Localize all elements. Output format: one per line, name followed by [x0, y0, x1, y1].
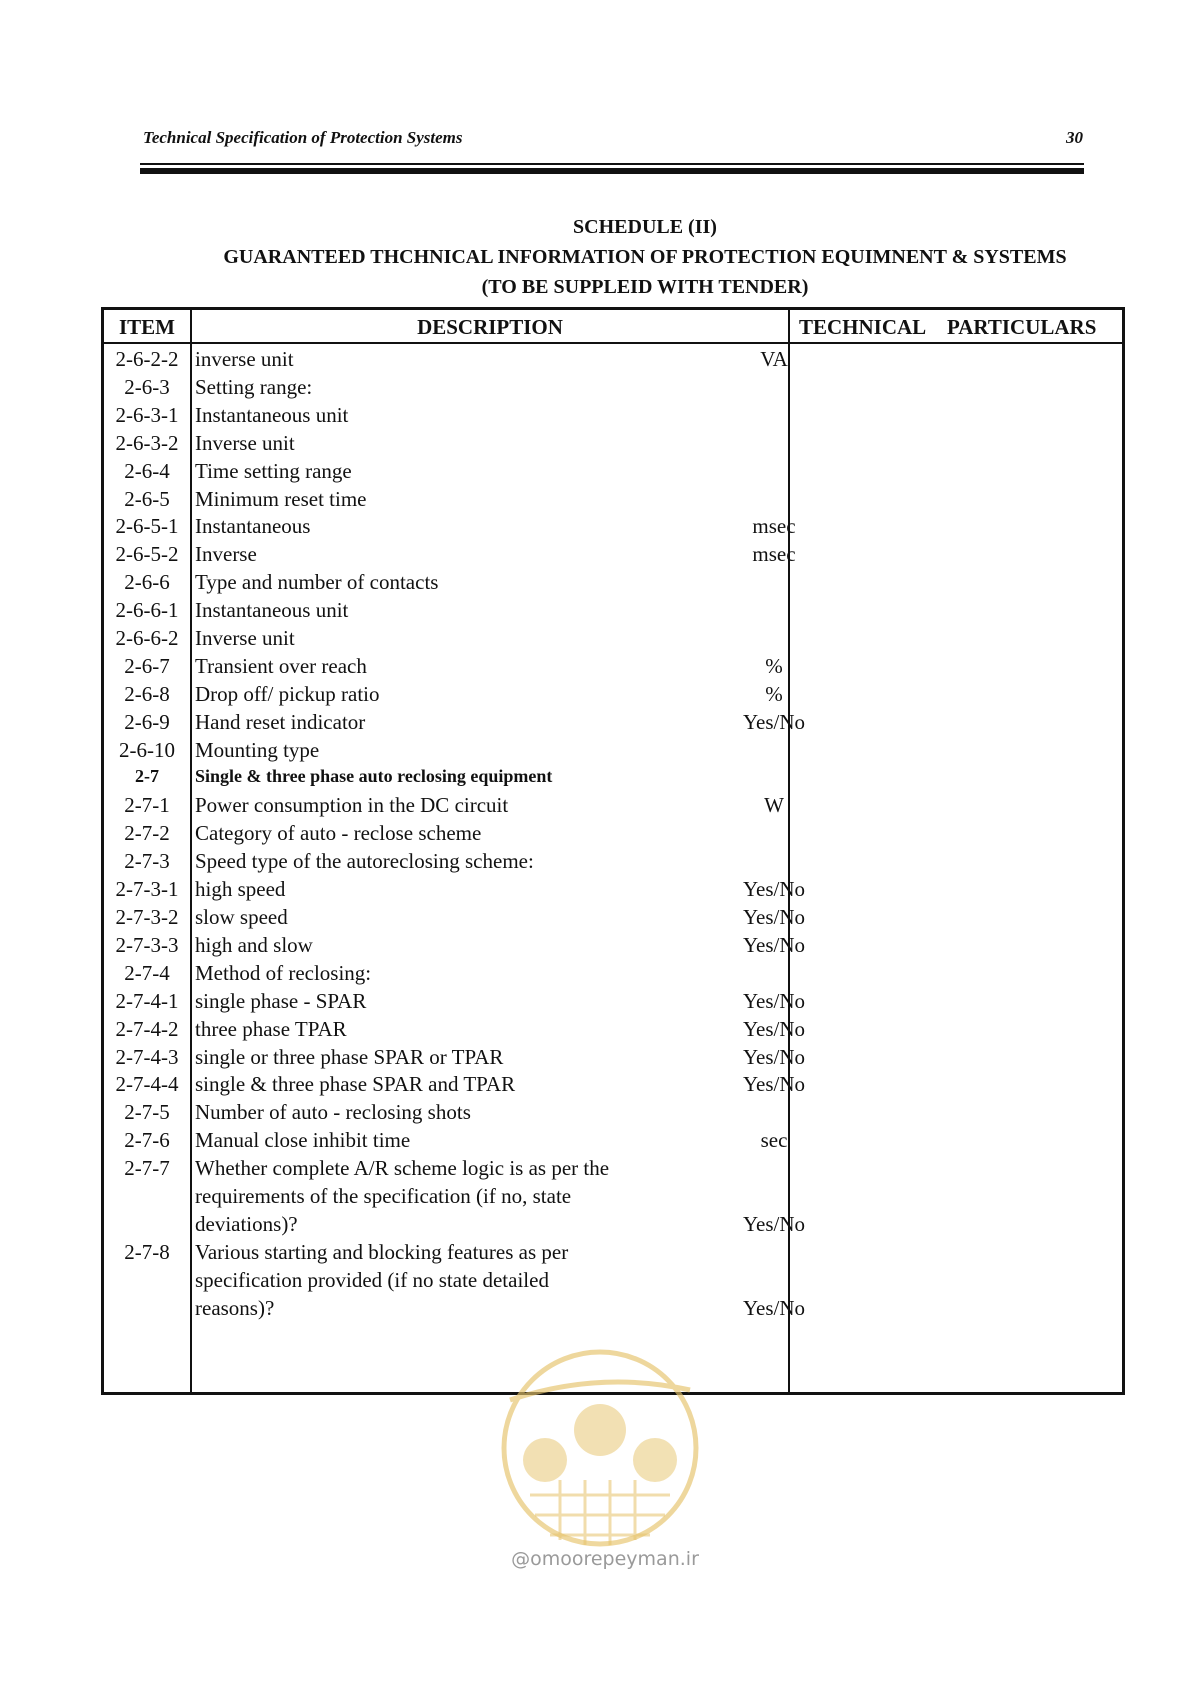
row-description: Drop off/ pickup ratio [195, 681, 380, 706]
row-unit: Yes/No [742, 1072, 806, 1097]
table-row [104, 431, 1122, 461]
row-description: slow speed [195, 905, 288, 929]
row-item-number: 2-7-3-2 [115, 905, 179, 929]
row-description: single or three phase SPAR or TPAR [195, 1044, 504, 1069]
table-row [104, 1212, 1122, 1242]
column-header-particulars: PARTICULARS [947, 315, 1097, 339]
table-row [104, 542, 1122, 572]
row-unit: Yes/No [742, 1295, 806, 1320]
table-row [104, 933, 1122, 963]
table-row [104, 1017, 1122, 1047]
table-row [104, 1268, 1122, 1298]
table-row [104, 989, 1122, 1019]
row-item-number: 2-7-4 [124, 960, 170, 985]
row-description: single phase - SPAR [195, 988, 367, 1013]
row-item-number: 2-7-3-1 [115, 877, 179, 902]
watermark-logo [490, 1330, 710, 1560]
row-description: Mounting type [195, 737, 320, 762]
row-description: reasons)? [195, 1295, 275, 1320]
row-description: Instantaneous [195, 514, 311, 539]
row-item-number: 2-7-2 [124, 821, 170, 846]
row-description: three phase TPAR [195, 1016, 347, 1041]
row-unit: VA [760, 347, 788, 371]
row-item-number: 2-7-3 [124, 849, 170, 874]
row-description: Manual close inhibit time [195, 1128, 411, 1153]
row-description: high and slow [195, 932, 313, 957]
row-description: Type and number of contacts [195, 570, 439, 595]
row-item-number: 2-7-6 [124, 1128, 170, 1153]
table-row [104, 961, 1122, 991]
page-number: 30 [1066, 128, 1083, 147]
row-description: Inverse unit [195, 430, 295, 455]
column-header-technical: TECHNICAL [799, 315, 927, 339]
watermark-url: @omoorepeyman.ir [511, 1548, 699, 1570]
table-row [104, 821, 1122, 851]
table-row [104, 710, 1122, 740]
row-unit: Yes/No [742, 1044, 806, 1069]
row-unit: Yes/No [742, 1016, 806, 1041]
row-description: Setting range: [195, 374, 313, 399]
row-unit: % [765, 681, 783, 706]
column-header-description: DESCRIPTION [417, 315, 563, 339]
table-row [104, 375, 1122, 405]
row-description: Minimum reset time [195, 486, 367, 511]
specification-table [101, 307, 1125, 1395]
row-item-number: 2-6-9 [124, 709, 170, 734]
row-description: Instantaneous unit [195, 598, 349, 623]
table-row [104, 766, 1122, 796]
column-header-item: ITEM [118, 315, 175, 339]
table-row [104, 905, 1122, 935]
table-row [104, 793, 1122, 823]
table-row [104, 682, 1122, 712]
table-row [104, 1296, 1122, 1326]
row-item-number: 2-7-1 [124, 793, 170, 818]
row-description: Single & three phase auto reclosing equipment [195, 765, 553, 786]
row-description: Whether complete A/R scheme logic is as per the [195, 1156, 610, 1181]
row-item-number: 2-7-4-4 [115, 1072, 179, 1097]
table-row [104, 877, 1122, 907]
table-row [104, 1072, 1122, 1102]
row-description: Method of reclosing: [195, 960, 372, 985]
schedule-subtitle: GUARANTEED THCHNICAL INFORMATION OF PROTECTION EQUIMNENT & SYSTEMS [223, 246, 1067, 268]
table-row [104, 570, 1122, 600]
row-description: Number of auto - reclosing shots [195, 1100, 471, 1125]
row-description: Inverse unit [195, 626, 295, 650]
schedule-heading: SCHEDULE (II) [573, 216, 717, 238]
row-description: Power consumption in the DC circuit [195, 793, 509, 818]
row-item-number: 2-6-10 [119, 737, 175, 762]
row-description: Various starting and blocking features as per [195, 1239, 569, 1264]
row-unit: msec [752, 542, 796, 567]
row-description: specification provided (if no state detailed [195, 1267, 549, 1292]
row-item-number: 2-6-3 [124, 374, 170, 399]
table-row [104, 1156, 1122, 1186]
table-row [104, 347, 1122, 377]
row-item-number: 2-6-3-1 [115, 402, 179, 427]
table-row [104, 403, 1122, 433]
row-description: Speed type of the autoreclosing scheme: [195, 849, 534, 874]
row-description: Instantaneous unit [195, 402, 349, 427]
row-item-number: 2-6-5-1 [115, 514, 179, 539]
table-row [104, 849, 1122, 879]
row-item-number: 2-7-3-3 [115, 932, 179, 957]
row-unit: Yes/No [742, 905, 806, 929]
row-description: Transient over reach [195, 653, 367, 678]
row-description: deviations)? [195, 1211, 298, 1236]
row-description: inverse unit [195, 347, 294, 371]
table-row [104, 1045, 1122, 1075]
row-item-number: 2-7-8 [124, 1239, 170, 1264]
row-item-number: 2-7-7 [124, 1156, 170, 1181]
document-title: Technical Specification of Protection Systems [143, 128, 463, 147]
row-item-number: 2-6-3-2 [115, 430, 179, 455]
row-item-number: 2-6-5 [124, 486, 170, 511]
row-item-number: 2-6-6-2 [115, 626, 179, 650]
row-item-number: 2-7-4-2 [115, 1016, 179, 1041]
table-row [104, 1184, 1122, 1214]
table-row [104, 459, 1122, 489]
table-row [104, 1100, 1122, 1130]
table-row [104, 487, 1122, 517]
table-row [104, 1128, 1122, 1158]
row-item-number: 2-6-7 [124, 653, 170, 678]
row-item-number: 2-7-5 [124, 1100, 170, 1125]
row-unit: Yes/No [742, 709, 806, 734]
row-item-number: 2-6-5-2 [115, 542, 179, 567]
row-description: Inverse [195, 542, 257, 567]
header-rule-thick [140, 168, 1084, 174]
row-item-number: 2-7-4-3 [115, 1044, 179, 1069]
row-item-number: 2-7 [135, 765, 159, 786]
schedule-note: (TO BE SUPPLEID WITH TENDER) [481, 276, 809, 298]
row-unit: msec [752, 514, 796, 539]
row-item-number: 2-6-6 [124, 570, 170, 595]
row-item-number: 2-6-6-1 [115, 598, 179, 623]
header-rule-thin [140, 163, 1084, 165]
table-row [104, 626, 1122, 656]
header-row-divider [104, 342, 1122, 344]
row-item-number: 2-6-2-2 [115, 347, 179, 371]
row-item-number: 2-7-4-1 [115, 988, 179, 1013]
row-unit: Yes/No [742, 1211, 806, 1236]
table-row [104, 1240, 1122, 1270]
row-description: high speed [195, 877, 286, 902]
row-unit: Yes/No [742, 932, 806, 957]
row-description: Time setting range [195, 458, 352, 483]
row-item-number: 2-6-4 [124, 458, 170, 483]
table-row [104, 738, 1122, 768]
row-unit: sec [760, 1128, 788, 1153]
row-description: requirements of the specification (if no, state [195, 1184, 572, 1208]
table-row [104, 654, 1122, 684]
row-description: Hand reset indicator [195, 709, 366, 734]
row-unit: W [764, 793, 784, 818]
row-unit: Yes/No [742, 877, 806, 902]
row-unit: % [765, 653, 783, 678]
row-item-number: 2-6-8 [124, 681, 170, 706]
table-row [104, 514, 1122, 544]
row-description: single & three phase SPAR and TPAR [195, 1072, 516, 1097]
row-description: Category of auto - reclose scheme [195, 821, 482, 846]
table-row [104, 598, 1122, 628]
row-unit: Yes/No [742, 988, 806, 1013]
